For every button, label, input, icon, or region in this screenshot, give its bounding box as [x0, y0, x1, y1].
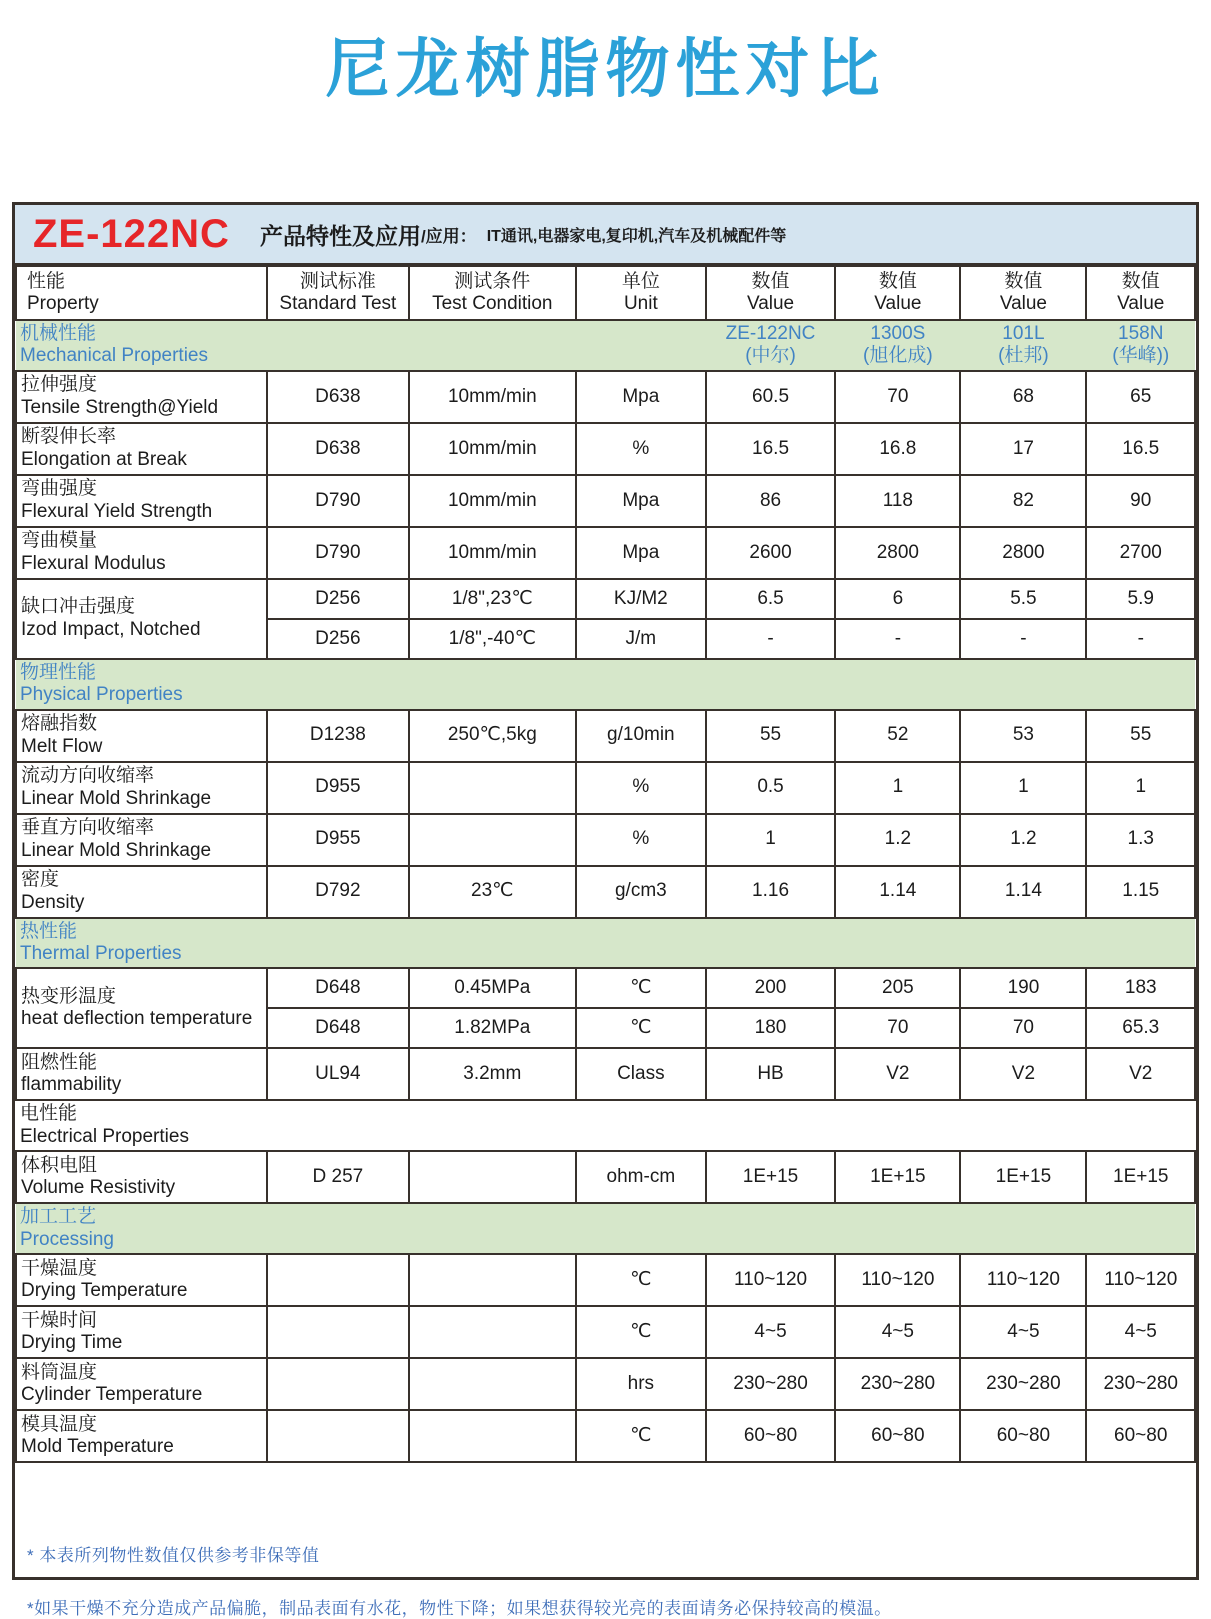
- value-cell: 205: [835, 968, 960, 1008]
- value-cell: 4~5: [835, 1306, 960, 1358]
- value-cell: 52: [835, 710, 960, 762]
- table-row: [16, 1048, 1195, 1100]
- value-cell: 230~280: [1086, 1358, 1195, 1410]
- value-cell: 1: [706, 814, 836, 866]
- unit-cell: %: [576, 814, 706, 866]
- value-cell: 200: [706, 968, 836, 1008]
- value-cell: 4~5: [706, 1306, 836, 1358]
- standard-cell: D790: [267, 475, 408, 527]
- column-header-value-3: 数值 Value: [960, 266, 1086, 320]
- standard-cell: [267, 1410, 408, 1462]
- value-cell: 1E+15: [835, 1151, 960, 1203]
- standard-cell: D955: [267, 762, 408, 814]
- application-list: IT通讯,电器家电,复印机,汽车及机械配件等: [486, 227, 787, 245]
- standard-cell: D955: [267, 814, 408, 866]
- value-cell: 70: [960, 1008, 1086, 1048]
- brand-cell: [960, 320, 1086, 371]
- value-cell: 190: [960, 968, 1086, 1008]
- value-cell: -: [706, 619, 836, 659]
- brand-company: (杜邦): [998, 345, 1049, 367]
- condition-cell: 3.2mm: [409, 1048, 576, 1100]
- property-cell: 弯曲模量 Flexural Modulus: [16, 527, 267, 579]
- brand-cell: [835, 320, 960, 371]
- value-cell: 2800: [960, 527, 1086, 579]
- value-cell: 1E+15: [960, 1151, 1086, 1203]
- brand-name: 1300S: [870, 323, 926, 344]
- table-row: [16, 423, 1195, 475]
- section-row: [16, 1100, 1195, 1151]
- condition-cell: 10mm/min: [409, 423, 576, 475]
- property-cell: 断裂伸长率 Elongation at Break: [16, 423, 267, 475]
- property-cell: 阻燃性能 flammability: [16, 1048, 267, 1100]
- property-cell: 垂直方向收缩率 Linear Mold Shrinkage: [16, 814, 267, 866]
- property-cell: 体积电阻 Volume Resistivity: [16, 1151, 267, 1203]
- condition-cell: 10mm/min: [409, 371, 576, 423]
- value-cell: 1: [835, 762, 960, 814]
- unit-cell: Mpa: [576, 475, 706, 527]
- value-cell: -: [835, 619, 960, 659]
- table-row: [16, 371, 1195, 423]
- property-cell: 熔融指数 Melt Flow: [16, 710, 267, 762]
- condition-cell: 23℃: [409, 866, 576, 918]
- value-cell: 1.16: [706, 866, 836, 918]
- value-cell: 110~120: [835, 1254, 960, 1306]
- property-cell: 拉伸强度 Tensile Strength@Yield: [16, 371, 267, 423]
- condition-cell: [409, 1151, 576, 1203]
- value-cell: 70: [835, 371, 960, 423]
- condition-cell: 10mm/min: [409, 527, 576, 579]
- unit-cell: KJ/M2: [576, 579, 706, 619]
- value-cell: 1.2: [960, 814, 1086, 866]
- condition-cell: [409, 1410, 576, 1462]
- property-cell: 流动方向收缩率 Linear Mold Shrinkage: [16, 762, 267, 814]
- standard-cell: D792: [267, 866, 408, 918]
- unit-cell: ℃: [576, 1306, 706, 1358]
- value-cell: 86: [706, 475, 836, 527]
- table-row: [16, 866, 1195, 918]
- section-label: 电性能 Electrical Properties: [16, 1100, 1195, 1151]
- value-cell: 1.3: [1086, 814, 1195, 866]
- value-cell: 1.14: [835, 866, 960, 918]
- value-cell: -: [960, 619, 1086, 659]
- value-cell: 1E+15: [1086, 1151, 1195, 1203]
- value-cell: 55: [706, 710, 836, 762]
- value-cell: 118: [835, 475, 960, 527]
- value-cell: 2700: [1086, 527, 1195, 579]
- value-cell: 68: [960, 371, 1086, 423]
- column-header-value-4: 数值 Value: [1086, 266, 1195, 320]
- condition-cell: [409, 1254, 576, 1306]
- unit-cell: %: [576, 762, 706, 814]
- value-cell: 90: [1086, 475, 1195, 527]
- standard-cell: D638: [267, 371, 408, 423]
- value-cell: 4~5: [1086, 1306, 1195, 1358]
- condition-cell: [409, 1306, 576, 1358]
- value-cell: 6: [835, 579, 960, 619]
- table-row: [16, 527, 1195, 579]
- value-cell: 65: [1086, 371, 1195, 423]
- value-cell: 53: [960, 710, 1086, 762]
- column-header-condition: 测试条件 Test Condition: [409, 266, 576, 320]
- value-cell: 60~80: [835, 1410, 960, 1462]
- property-cell: 模具温度 Mold Temperature: [16, 1410, 267, 1462]
- property-cell: 料筒温度 Cylinder Temperature: [16, 1358, 267, 1410]
- value-cell: V2: [835, 1048, 960, 1100]
- page-title: 尼龙树脂物性对比: [325, 32, 886, 107]
- value-cell: 5.5: [960, 579, 1086, 619]
- footnotes: [15, 1463, 1196, 1619]
- value-cell: 1: [1086, 762, 1195, 814]
- value-cell: 60.5: [706, 371, 836, 423]
- table-row: [16, 710, 1195, 762]
- value-cell: 60~80: [960, 1410, 1086, 1462]
- value-cell: 180: [706, 1008, 836, 1048]
- column-header-property: 性能 Property: [16, 266, 267, 320]
- unit-cell: ℃: [576, 1008, 706, 1048]
- brand-name: 101L: [1002, 323, 1045, 344]
- value-cell: 70: [835, 1008, 960, 1048]
- table-body: [16, 320, 1195, 1462]
- standard-cell: D648: [267, 1008, 408, 1048]
- value-cell: 1E+15: [706, 1151, 836, 1203]
- value-cell: V2: [960, 1048, 1086, 1100]
- brand-name: 158N: [1118, 323, 1164, 344]
- brand-name: ZE-122NC: [725, 323, 816, 344]
- section-label: 物理性能 Physical Properties: [16, 659, 1195, 710]
- table-row: [16, 814, 1195, 866]
- condition-cell: 0.45MPa: [409, 968, 576, 1008]
- footnote-1: * 本表所列物性数值仅供参考非保等值: [27, 1546, 320, 1566]
- value-cell: 2800: [835, 527, 960, 579]
- property-cell: 干燥温度 Drying Temperature: [16, 1254, 267, 1306]
- unit-cell: ℃: [576, 968, 706, 1008]
- section-label: 机械性能 Mechanical Properties: [16, 320, 706, 371]
- column-header-value-2: 数值 Value: [835, 266, 960, 320]
- unit-cell: hrs: [576, 1358, 706, 1410]
- table-row: [16, 579, 1195, 619]
- unit-cell: ohm-cm: [576, 1151, 706, 1203]
- table-row: [16, 1358, 1195, 1410]
- table-row: [16, 1151, 1195, 1203]
- brand-company: (中尔): [745, 345, 796, 367]
- standard-cell: UL94: [267, 1048, 408, 1100]
- unit-cell: g/10min: [576, 710, 706, 762]
- section-row: [16, 659, 1195, 710]
- condition-cell: 10mm/min: [409, 475, 576, 527]
- brand-company: (旭化成): [863, 345, 933, 367]
- condition-cell: 1/8",-40℃: [409, 619, 576, 659]
- value-cell: 60~80: [706, 1410, 836, 1462]
- feature-label: 产品特性及应用: [259, 222, 421, 249]
- condition-cell: 1/8",23℃: [409, 579, 576, 619]
- property-cell: 热变形温度 heat deflection temperature: [16, 968, 267, 1048]
- value-cell: 110~120: [1086, 1254, 1195, 1306]
- value-cell: 5.9: [1086, 579, 1195, 619]
- value-cell: 1: [960, 762, 1086, 814]
- section-row: [16, 1203, 1195, 1254]
- spec-sheet: [12, 202, 1199, 1619]
- standard-cell: D1238: [267, 710, 408, 762]
- value-cell: HB: [706, 1048, 836, 1100]
- value-cell: 110~120: [706, 1254, 836, 1306]
- value-cell: 1.2: [835, 814, 960, 866]
- table-row: [16, 1410, 1195, 1462]
- value-cell: 55: [1086, 710, 1195, 762]
- column-header-unit: 单位 Unit: [576, 266, 706, 320]
- section-row: [16, 320, 1195, 371]
- value-cell: 110~120: [960, 1254, 1086, 1306]
- value-cell: 230~280: [835, 1358, 960, 1410]
- product-header-band: [15, 205, 1196, 265]
- condition-cell: 1.82MPa: [409, 1008, 576, 1048]
- property-cell: 干燥时间 Drying Time: [16, 1306, 267, 1358]
- property-cell: 缺口冲击强度 Izod Impact, Notched: [16, 579, 267, 659]
- column-header-row: [16, 266, 1195, 320]
- value-cell: 17: [960, 423, 1086, 475]
- standard-cell: D648: [267, 968, 408, 1008]
- unit-cell: J/m: [576, 619, 706, 659]
- value-cell: 1.15: [1086, 866, 1195, 918]
- brand-cell: [1086, 320, 1195, 371]
- brand-company: (华峰)): [1112, 345, 1170, 367]
- value-cell: -: [1086, 619, 1195, 659]
- table-row: [16, 762, 1195, 814]
- standard-cell: D790: [267, 527, 408, 579]
- table-row: [16, 968, 1195, 1008]
- standard-cell: D256: [267, 619, 408, 659]
- unit-cell: g/cm3: [576, 866, 706, 918]
- column-header-standard: 测试标准 Standard Test: [267, 266, 408, 320]
- value-cell: 230~280: [706, 1358, 836, 1410]
- brand-cell: [706, 320, 836, 371]
- unit-cell: ℃: [576, 1410, 706, 1462]
- condition-cell: [409, 814, 576, 866]
- condition-cell: [409, 762, 576, 814]
- condition-cell: [409, 1358, 576, 1410]
- value-cell: 183: [1086, 968, 1195, 1008]
- table-row: [16, 1254, 1195, 1306]
- standard-cell: [267, 1306, 408, 1358]
- application-label: /应用：: [420, 226, 477, 246]
- section-label: 加工工艺 Processing: [16, 1203, 1195, 1254]
- value-cell: 0.5: [706, 762, 836, 814]
- condition-cell: 250℃,5kg: [409, 710, 576, 762]
- standard-cell: D 257: [267, 1151, 408, 1203]
- standard-cell: D638: [267, 423, 408, 475]
- property-table: [15, 265, 1196, 1463]
- table-row: [16, 475, 1195, 527]
- value-cell: 16.5: [706, 423, 836, 475]
- value-cell: 16.5: [1086, 423, 1195, 475]
- standard-cell: [267, 1358, 408, 1410]
- column-header-value-1: 数值 Value: [706, 266, 836, 320]
- unit-cell: %: [576, 423, 706, 475]
- value-cell: 16.8: [835, 423, 960, 475]
- standard-cell: D256: [267, 579, 408, 619]
- value-cell: V2: [1086, 1048, 1195, 1100]
- section-row: [16, 918, 1195, 969]
- value-cell: 1.14: [960, 866, 1086, 918]
- table-row: [16, 1306, 1195, 1358]
- product-code: ZE-122NC: [33, 211, 230, 256]
- property-cell: 弯曲强度 Flexural Yield Strength: [16, 475, 267, 527]
- footnote-2: *如果干燥不充分造成产品偏脆，制品表面有水花，物性下降；如果想获得较光亮的表面请务必保持较高的模温。: [27, 1599, 892, 1619]
- unit-cell: Mpa: [576, 371, 706, 423]
- property-cell: 密度 Density: [16, 866, 267, 918]
- value-cell: 230~280: [960, 1358, 1086, 1410]
- value-cell: 4~5: [960, 1306, 1086, 1358]
- value-cell: 82: [960, 475, 1086, 527]
- unit-cell: Class: [576, 1048, 706, 1100]
- section-label: 热性能 Thermal Properties: [16, 918, 1195, 969]
- unit-cell: Mpa: [576, 527, 706, 579]
- value-cell: 60~80: [1086, 1410, 1195, 1462]
- standard-cell: [267, 1254, 408, 1306]
- value-cell: 2600: [706, 527, 836, 579]
- value-cell: 6.5: [706, 579, 836, 619]
- value-cell: 65.3: [1086, 1008, 1195, 1048]
- unit-cell: ℃: [576, 1254, 706, 1306]
